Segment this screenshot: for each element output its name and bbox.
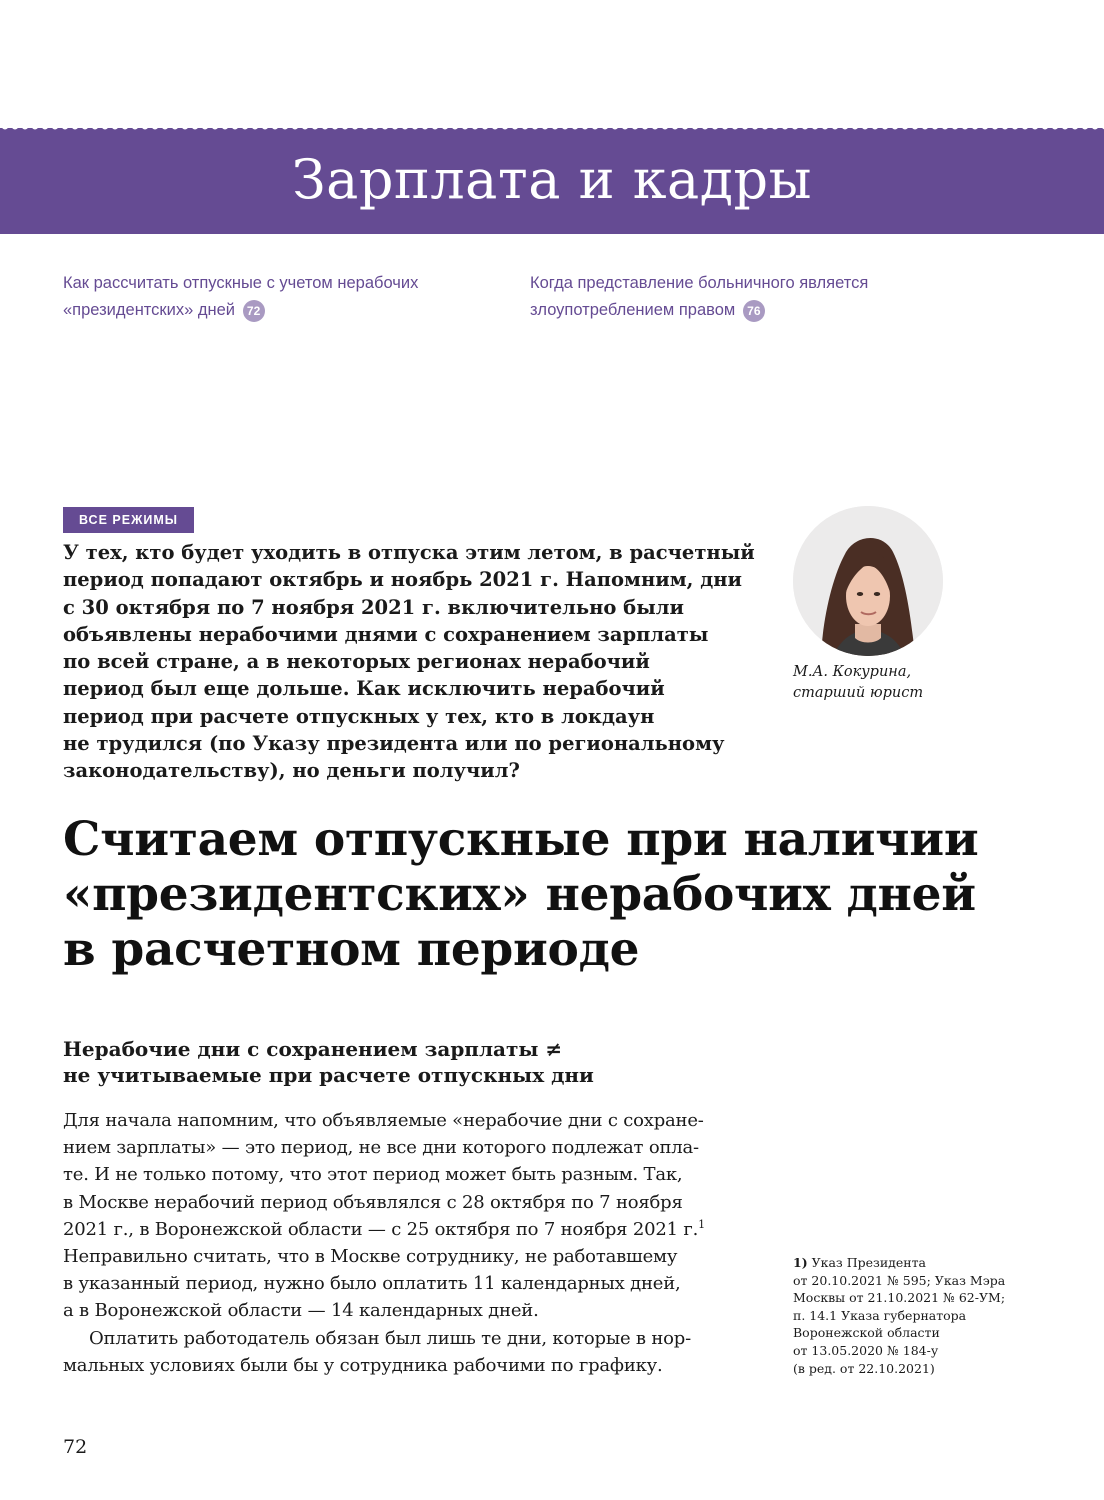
body-line: а в Воронежской области — 14 календарных дней.	[63, 1300, 539, 1322]
lead-line: с 30 октября по 7 ноября 2021 г. включительно были	[63, 595, 684, 619]
lead-line: законодательству), но деньги получил?	[63, 759, 520, 783]
footnote-line-text: Указ Президента	[811, 1255, 926, 1270]
lead-line: период был еще дольше. Как исключить нерабочий	[63, 677, 665, 701]
teaser-line-text: злоупотреблением правом	[530, 301, 736, 319]
body-line: Для начала напомним, что объявляемые «нерабочие дни с сохране-	[63, 1110, 704, 1131]
author-role: старший юрист	[793, 685, 924, 701]
teaser-line	[530, 297, 950, 324]
lead-line: объявлены нерабочими днями с сохранением зарплаты	[63, 622, 709, 646]
teaser-sick-leave[interactable]	[530, 270, 950, 324]
footnote-line: (в ред. от 22.10.2021)	[793, 1360, 935, 1376]
page-ref-badge: 72	[243, 300, 265, 322]
footnote-line	[793, 1254, 1093, 1272]
footnote-line: от 20.10.2021 № 595; Указ Мэра	[793, 1272, 1006, 1288]
page-ref-badge: 76	[743, 300, 765, 322]
footnote-line: Воронежской области	[793, 1325, 940, 1341]
footnote-line: от 13.05.2020 № 184-у	[793, 1342, 939, 1358]
body-line: в Москве нерабочий период объявлялся с 28 октября по 7 ноября	[63, 1191, 683, 1213]
banner-top-edge	[0, 126, 1104, 134]
teaser-line	[63, 297, 483, 324]
lead-line: период при расчете отпускных у тех, кто в локдаун	[63, 704, 655, 728]
teaser-line: Когда представление больничного является	[530, 274, 869, 292]
body-line: Оплатить работодатель обязан был лишь те дни, которые в нор-	[89, 1327, 692, 1349]
footnote-line: Москвы от 21.10.2021 № 62-УМ;	[793, 1290, 1006, 1306]
body-line: нием зарплаты» — это период, не все дни которого подлежат опла-	[63, 1137, 699, 1159]
tax-regime-tag: ВСЕ РЕЖИМЫ	[63, 507, 194, 533]
author-photo	[793, 506, 943, 656]
section-title: Зарплата и кадры	[291, 148, 813, 211]
subhead-line: Нерабочие дни с сохранением зарплаты ≠	[63, 1037, 563, 1061]
banner-bottom-edge	[0, 232, 1104, 240]
body-line	[63, 1216, 753, 1243]
page-number: 72	[63, 1436, 88, 1458]
lead-line: по всей стране, а в некоторых регионах нерабочий	[63, 650, 650, 674]
footnote	[793, 1254, 1093, 1377]
article-lead	[63, 539, 763, 785]
lead-line: период попадают октябрь и ноябрь 2021 г. Напомним, дни	[63, 568, 742, 592]
body-line: те. И не только потому, что этот период может быть разным. Так,	[63, 1164, 683, 1186]
body-line-text: 2021 г., в Воронежской области — с 25 октября по 7 ноября 2021 г.	[63, 1218, 699, 1240]
teaser-line-text: «президентских» дней	[63, 301, 236, 319]
author-caption	[793, 662, 1053, 704]
body-line: Неправильно считать, что в Москве сотруднику, не работавшему	[63, 1246, 678, 1268]
footnote-ref[interactable]: 1	[698, 1217, 705, 1231]
article-title	[63, 812, 1063, 977]
footnote-number: 1)	[793, 1255, 808, 1270]
teaser-vacation-pay[interactable]	[63, 270, 483, 324]
article-subheading	[63, 1036, 763, 1088]
title-line: «президентских» нерабочих дней	[63, 867, 976, 922]
footnote-line: п. 14.1 Указа губернатора	[793, 1307, 967, 1323]
title-line: в расчетном периоде	[63, 922, 640, 977]
body-line: мальных условиях были бы у сотрудника рабочими по графику.	[63, 1354, 663, 1376]
teaser-line: Как рассчитать отпускные с учетом нерабочих	[63, 274, 419, 292]
lead-line: У тех, кто будет уходить в отпуска этим летом, в расчетный	[63, 541, 755, 564]
author-name: М.А. Кокурина,	[793, 664, 912, 680]
article-body	[63, 1107, 753, 1379]
body-line: в указанный период, нужно было оплатить 11 календарных дней,	[63, 1273, 681, 1295]
subhead-line: не учитываемые при расчете отпускных дни	[63, 1063, 594, 1087]
title-line: Считаем отпускные при наличии	[63, 812, 979, 867]
section-banner	[0, 128, 1104, 234]
lead-line: не трудился (по Указу президента или по региональному	[63, 732, 725, 756]
author-portrait-icon	[793, 506, 943, 656]
